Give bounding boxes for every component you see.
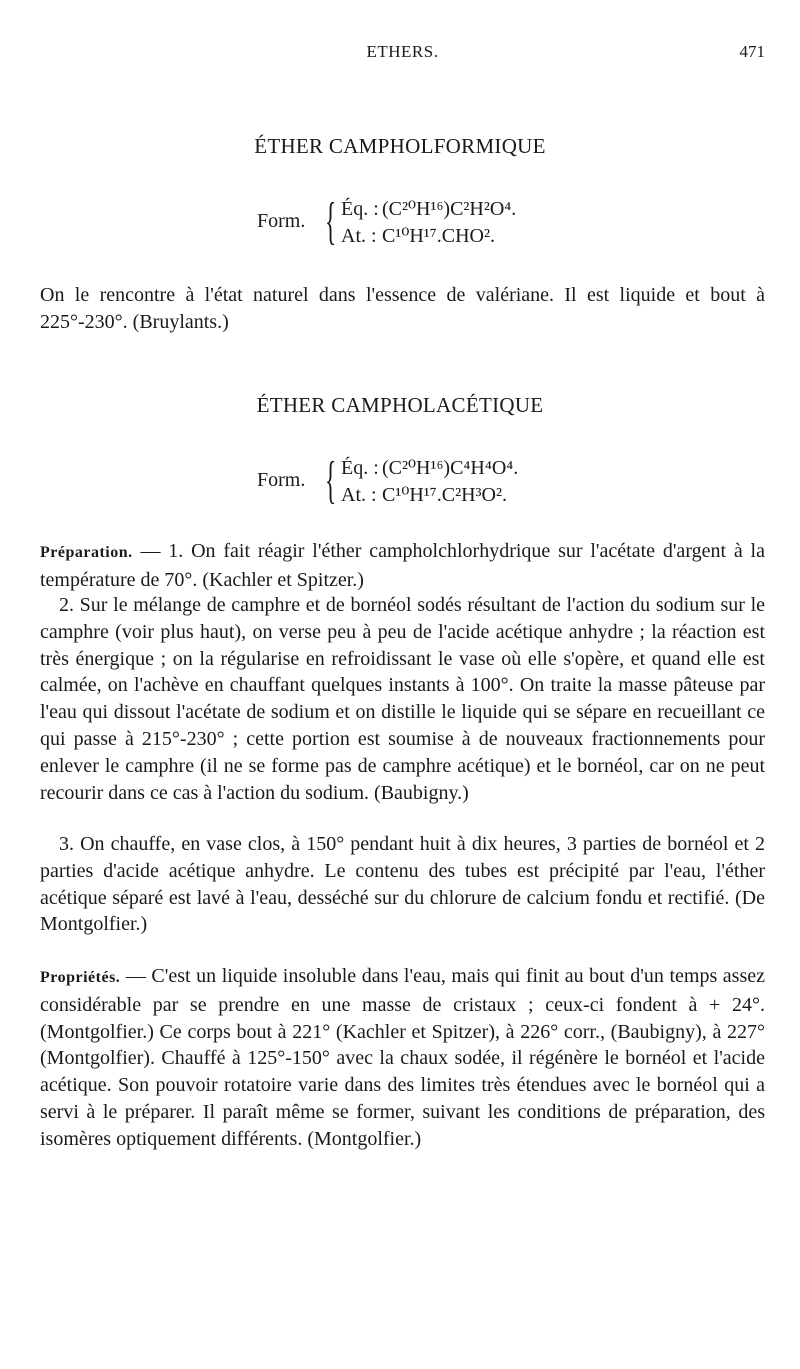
paragraph-preparation-3: 3. On chauffe, en vase clos, à 150° pendant huit à dix heures, 3 parties de bornéol et 2 parties d'acide acétique anhydre. Le contenu des tubes est précipité par l'eau, l'éther acétique séparé est lavé à l'eau, desséché sur du chlorure de calcium fondu et rectifié. (De Montgolfier.) bbox=[40, 833, 765, 936]
properties-label: Propriétés. bbox=[40, 969, 121, 986]
eq-value: (C²⁰H¹⁶)C⁴H⁴O⁴. bbox=[382, 457, 519, 479]
paragraph-preparation-1 bbox=[40, 538, 765, 594]
running-head bbox=[40, 42, 765, 72]
running-title: ETHERS. bbox=[366, 42, 439, 61]
page-number: 471 bbox=[739, 42, 765, 61]
at-label: At. : bbox=[341, 225, 377, 247]
at-value: C¹⁰H¹⁷.CHO². bbox=[382, 225, 495, 247]
paragraph-occurrence: On le rencontre à l'état naturel dans l'essence de valériane. Il est liquide et bout à 225°-230°. (Bruylants.) bbox=[40, 284, 765, 333]
formula-eq-row bbox=[341, 196, 516, 221]
brace-symbol: { bbox=[325, 452, 337, 509]
eq-label: Éq. : bbox=[341, 457, 379, 479]
properties-text: — C'est un liquide insoluble dans l'eau, mais qui finit au bout d'un temps assez considérable par se prendre en une masse de cristaux ; ceux-ci fondent à + 24°. (Montgolfier.) Ce corps bout à 221° (Kachler et Spitzer), à 226° corr., (Baubigny), à 227° (Montgolfier). Chauffé à 125°-150° avec la chaux sodée, il régénère le bornéol et l'acide acétique. Son pouvoir rotatoire varie dans des limites très étendues avec le bornéol qui a servi à le préparer. Il paraît même se former, suivant les conditions de préparation, des isomères optiquement différents. (Montgolfier.) bbox=[40, 965, 765, 1150]
formula-campholformique bbox=[257, 193, 577, 252]
formula-campholacetique bbox=[257, 452, 577, 511]
section-heading-campholacetique: ÉTHER CAMPHOLACÉTIQUE bbox=[256, 393, 544, 417]
brace-symbol: { bbox=[325, 193, 337, 250]
formula-label: Form. bbox=[257, 469, 306, 491]
section-heading-campholformique: ÉTHER CAMPHOLFORMIQUE bbox=[254, 134, 546, 158]
formula-eq-row bbox=[341, 455, 518, 480]
paragraph-properties bbox=[40, 963, 765, 1153]
paragraph-preparation-2: 2. Sur le mélange de camphre et de bornéol sodés résultant de l'action du sodium sur le camphre (voir plus haut), on verse peu à peu de l'acide acétique anhydre ; la réaction est très énergique ; on la régularise en refroidissant le vase où elle s'opère, et quand elle est calmée, on l'achève en chauffant quelques instants à 100°. On traite la masse pâteuse par l'eau qui dissout l'acétate de sodium et on distille le liquide qui se sépare en recueillant ce qui passe à 215°-230° ; cette portion est soumise à de nouveaux fractionnements pour enlever le camphre (il ne se forme pas de camphre acétique) et le bornéol, car on ne peut recourir dans ce cas à l'action du sodium. (Baubigny.) bbox=[40, 594, 765, 804]
eq-value: (C²⁰H¹⁶)C²H²O⁴. bbox=[382, 198, 517, 220]
preparation-label: Préparation. bbox=[40, 544, 133, 561]
preparation-1-text: — 1. On fait réagir l'éther campholchlorhydrique sur l'acétate d'argent à la température de 70°. (Kachler et Spitzer.) bbox=[40, 540, 765, 591]
formula-at-row bbox=[341, 482, 507, 507]
at-label: At. : bbox=[341, 484, 377, 506]
eq-label: Éq. : bbox=[341, 198, 379, 220]
formula-label: Form. bbox=[257, 210, 306, 232]
at-value: C¹⁰H¹⁷.C²H³O². bbox=[382, 484, 507, 506]
formula-at-row bbox=[341, 223, 495, 248]
